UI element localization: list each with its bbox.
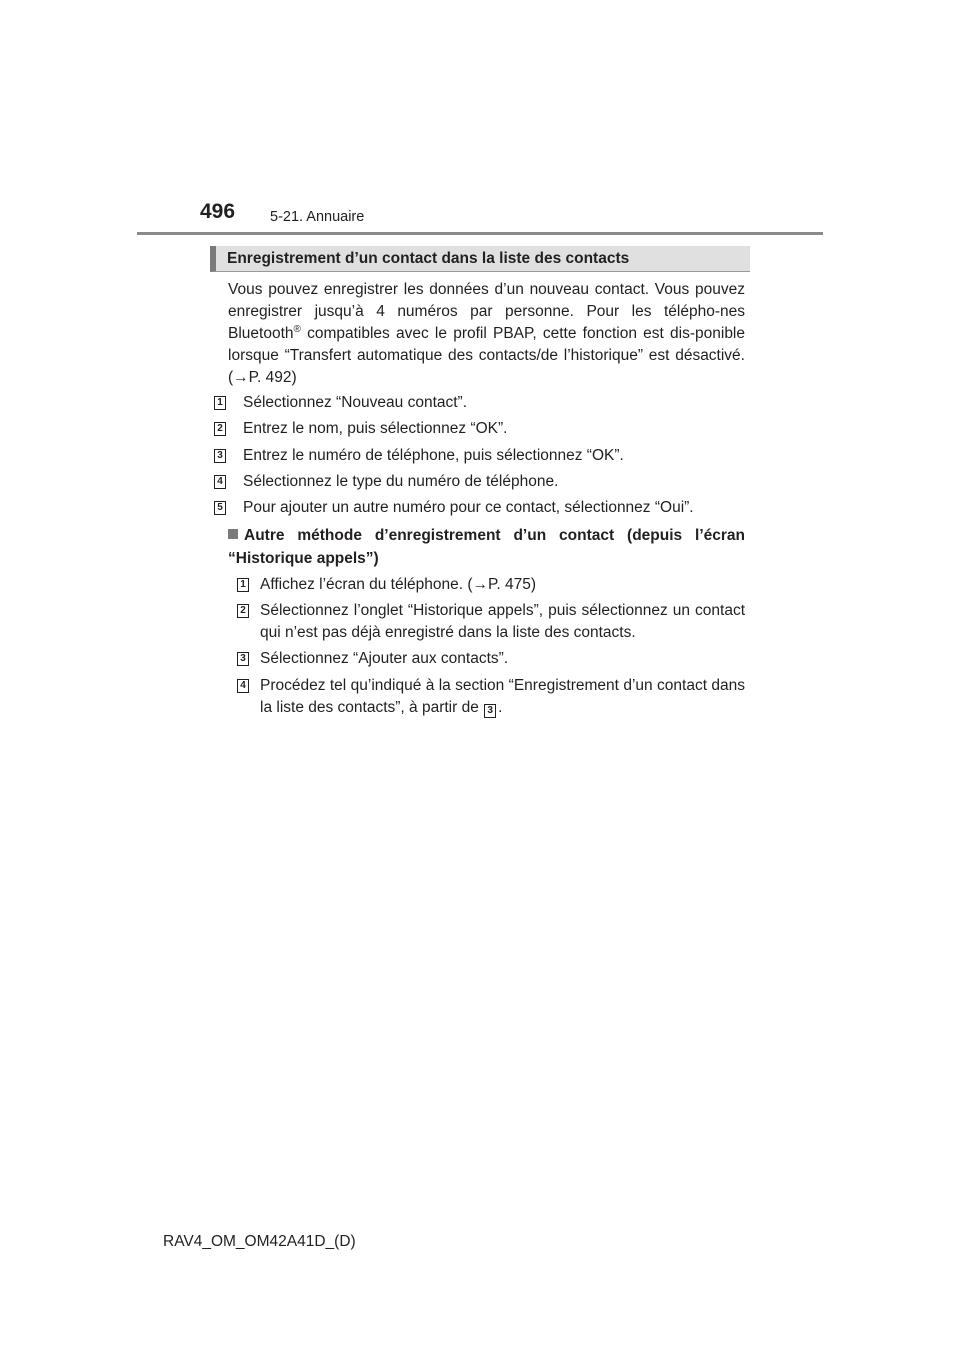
step-text: Pour ajouter un autre numéro pour ce contact, sélectionnez “Oui”. (243, 499, 694, 516)
step-page-ref: P. 475) (488, 576, 537, 593)
subsection-title-text: Autre méthode d’enregistrement d’un contact (depuis l’écran “Historique appels”) (228, 527, 745, 567)
subsection-title (228, 524, 745, 570)
step-number-badge: 2 (237, 604, 249, 618)
arrow-icon: → (233, 369, 249, 386)
step-number-badge: 4 (237, 679, 249, 693)
step-text (260, 574, 536, 596)
step-text: Sélectionnez “Nouveau contact”. (243, 394, 468, 411)
footer-doc-code: RAV4_OM_OM42A41D_(D) (163, 1233, 356, 1250)
step-text: Entrez le numéro de téléphone, puis sélectionnez “OK”. (243, 447, 624, 464)
registered-mark: ® (293, 323, 301, 335)
intro-text-1: Vous pouvez enregistrer les données d’un nouveau contact. Vous pouvez enregistrer jusqu’à 4 numéros par personne. Pour les télépho-nes Bluetooth (228, 281, 745, 342)
section-header (210, 246, 750, 272)
step-number-badge: 1 (237, 578, 249, 592)
header-rule (137, 232, 823, 235)
step-text-end: . (498, 699, 503, 716)
step-text: Sélectionnez le type du numéro de téléphone. (243, 473, 559, 490)
step-number-badge: 3 (237, 652, 249, 666)
step-number-badge: 1 (214, 396, 226, 410)
step-text: Entrez le nom, puis sélectionnez “OK”. (243, 420, 508, 437)
step-text: Sélectionnez l’onglet “Historique appels”, puis sélectionnez un contact qui n’est pas déjà enregistré dans la liste des contacts. (260, 602, 745, 641)
chapter-title: 5-21. Annuaire (270, 209, 365, 225)
step-number-badge: 5 (214, 501, 226, 515)
step-text (260, 675, 745, 719)
step-reference-badge: 3 (484, 704, 496, 718)
page-number: 496 (200, 200, 236, 223)
step-number-badge: 3 (214, 449, 226, 463)
step-text-main: Affichez l’écran du téléphone. ( (260, 576, 473, 593)
section-title: Enregistrement d’un contact dans la liste des contacts (227, 250, 630, 267)
intro-paragraph (228, 279, 745, 389)
step-number-badge: 2 (214, 422, 226, 436)
step-number-badge: 4 (214, 475, 226, 489)
intro-text-2: compatibles avec le profil PBAP, cette fonction est dis-ponible lorsque “Transfert automatique des contacts/de l’historique” est désactivé. ( (228, 325, 745, 386)
step-text: Sélectionnez “Ajouter aux contacts”. (260, 650, 509, 667)
intro-page-ref: P. 492) (248, 369, 297, 386)
square-bullet-icon (228, 529, 238, 539)
arrow-icon: → (472, 576, 489, 593)
step-text-main: Procédez tel qu’indiqué à la section “Enregistrement d’un contact dans la liste des contacts”, à partir de (260, 677, 745, 716)
